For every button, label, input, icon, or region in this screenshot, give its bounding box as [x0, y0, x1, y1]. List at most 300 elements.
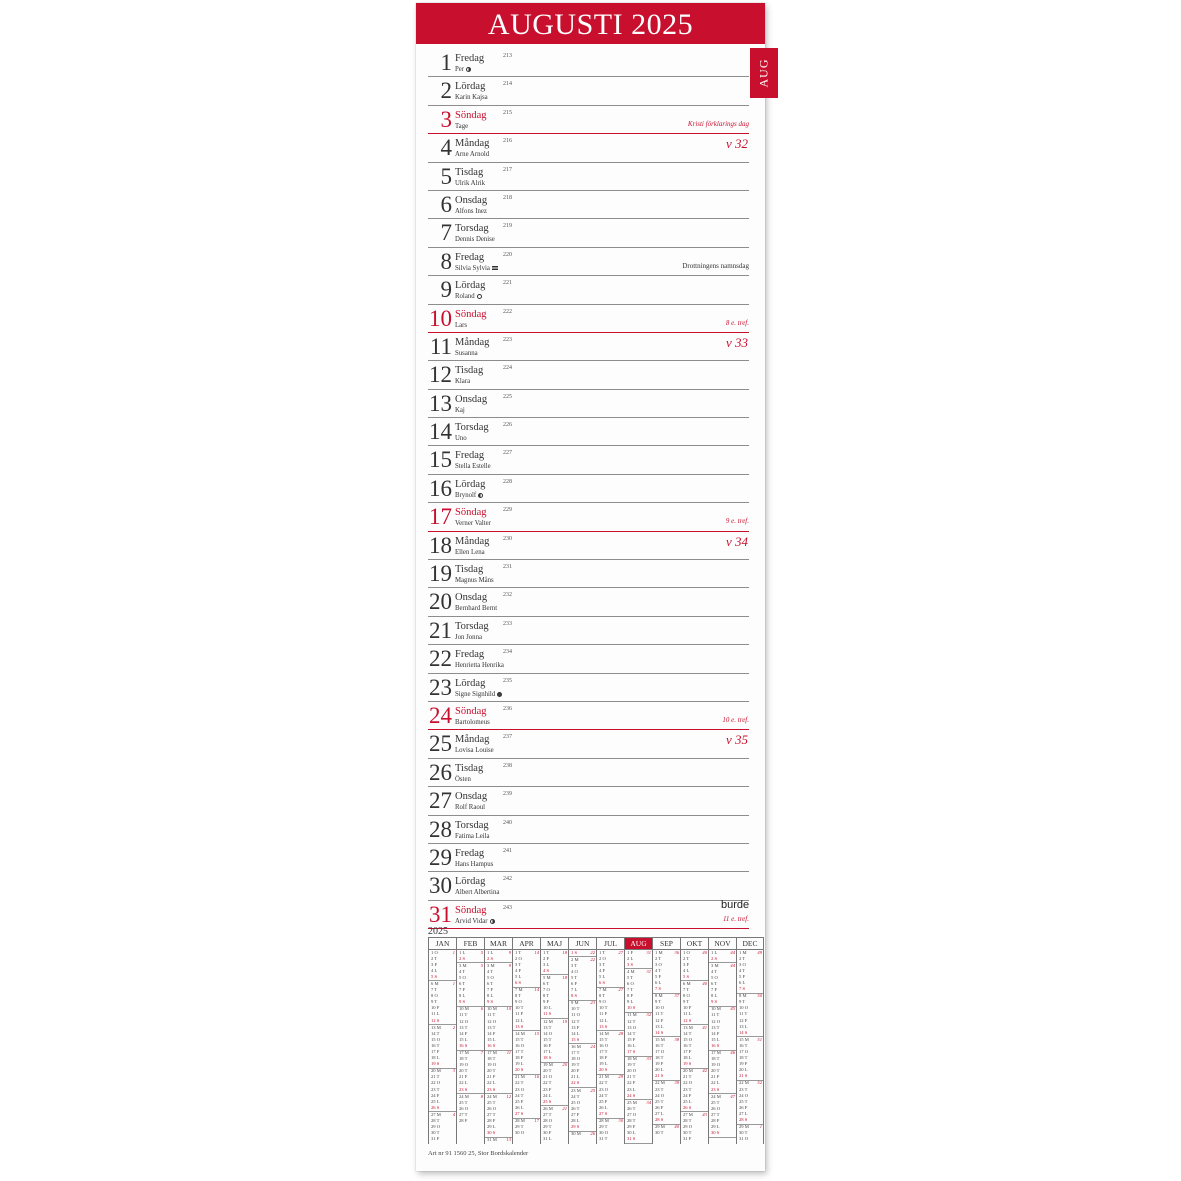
mini-day-label: 24 M [459, 1093, 469, 1099]
name-day-text: Klara [455, 378, 471, 386]
mini-day-label: 15 S [571, 1036, 580, 1042]
mini-day-label: 27 M [431, 1111, 441, 1117]
day-of-year: 229 [503, 507, 512, 514]
mini-day-label: 17 M [487, 1050, 497, 1055]
month-column-header[interactable]: APR [513, 937, 540, 950]
mini-week-number: 41 [702, 1024, 707, 1030]
name-day [455, 151, 489, 158]
mini-day-label: 2 T [431, 955, 438, 961]
day-of-year: 237 [503, 734, 512, 741]
mini-day [737, 1137, 763, 1143]
day-row[interactable] [428, 163, 749, 191]
day-row[interactable] [428, 49, 749, 77]
mini-day-label: 14 L [571, 1030, 580, 1036]
mini-week-number: 34 [646, 1099, 651, 1105]
mini-week-number: 28 [618, 1030, 623, 1036]
day-of-year: 231 [503, 564, 512, 571]
mini-day-label: 9 S [487, 999, 494, 1005]
month-column-header[interactable]: JUN [569, 937, 596, 950]
weekday-name: Onsdag [455, 194, 488, 206]
day-of-year: 227 [503, 450, 512, 457]
mini-day-label: 26 L [515, 1104, 524, 1110]
mini-day-label: 30 S [487, 1130, 496, 1136]
mini-week-number: 37 [674, 993, 679, 999]
mini-day-label: 13 L [739, 1023, 748, 1029]
mini-day-label: 1 F [627, 949, 634, 955]
name-day [455, 747, 494, 754]
day-row[interactable] [428, 872, 749, 900]
day-of-year: 239 [503, 791, 512, 798]
mini-day-label: 30 L [627, 1130, 636, 1136]
mini-day-label: 30 T [655, 1130, 664, 1136]
mini-day-label: 11 F [599, 1011, 608, 1017]
mini-day-label: 14 T [627, 1030, 636, 1036]
mini-day-label: 9 T [683, 999, 690, 1005]
mini-day-label: 10 O [739, 1005, 749, 1011]
day-row[interactable] [428, 333, 749, 361]
weekday-name: Torsdag [455, 223, 489, 235]
mini-day-label: 5 O [487, 974, 494, 980]
day-of-year: 222 [503, 308, 512, 315]
mini-day-label: 27 L [655, 1110, 664, 1116]
day-row[interactable] [428, 134, 749, 162]
mini-day-label: 10 S [627, 1005, 636, 1011]
mini-day-label: 13 O [627, 1024, 637, 1030]
mini-day-label: 1 T [543, 949, 550, 955]
mini-day-label: 6 M [431, 980, 439, 986]
day-number: 4 [440, 135, 452, 161]
mini-day-label: 29 M [655, 1124, 665, 1130]
mini-day-label: 24 T [571, 1093, 580, 1099]
mini-day-label: 16 S [487, 1042, 496, 1048]
mini-week-number: 27 [618, 949, 623, 955]
day-row[interactable] [428, 106, 749, 134]
mini-day-label: 8 O [683, 993, 690, 999]
mini-day-label: 25 T [739, 1098, 748, 1104]
mini-day-label: 19 T [627, 1062, 636, 1068]
mini-day-label: 24 L [543, 1092, 552, 1098]
weekday-name: Söndag [455, 507, 487, 519]
mini-day-label: 11 T [711, 1012, 720, 1018]
day-of-year: 213 [503, 53, 512, 59]
mini-day-label: 30 T [739, 1130, 748, 1136]
day-row[interactable] [428, 759, 749, 787]
name-day-text: Arne Arnold [455, 151, 490, 159]
day-row[interactable] [428, 560, 749, 588]
name-day-text: Lars [455, 321, 468, 329]
mini-day-label: 18 O [571, 1056, 581, 1062]
day-row[interactable] [428, 390, 749, 418]
mini-day-label: 11 L [431, 1011, 440, 1017]
mini-day-label: 10 F [431, 1005, 440, 1011]
month-tab[interactable] [750, 48, 778, 98]
day-note: 10 e. tref. [722, 715, 749, 724]
mini-week-number: 51 [757, 1036, 762, 1042]
mini-week-number: 22 [590, 949, 595, 955]
name-day [455, 776, 471, 783]
mini-day-label: 15 M [655, 1036, 665, 1042]
day-number: 29 [429, 844, 452, 870]
mini-week-number: 52 [757, 1080, 762, 1086]
day-of-year: 224 [503, 365, 512, 372]
mini-day-label: 13 F [571, 1024, 580, 1030]
year-overview [428, 937, 764, 1144]
mini-day-label: 29 O [683, 1124, 693, 1130]
mini-day-label: 18 M [627, 1056, 637, 1062]
day-number: 13 [429, 390, 452, 416]
mini-day-label: 2 T [655, 955, 662, 961]
mini-week-number: 10 [506, 1006, 511, 1012]
mini-week-number: 20 [562, 1062, 567, 1068]
day-row[interactable] [428, 475, 749, 503]
mini-week-number: 14 [534, 949, 539, 955]
mini-day-label: 8 M [655, 993, 663, 999]
weekday-name: Tisdag [455, 564, 484, 576]
month-column-header[interactable]: MAR [485, 937, 512, 950]
name-day-text: Ellen Lena [455, 548, 485, 556]
mini-day-label: 15 L [459, 1036, 468, 1042]
mini-day-label: 19 L [515, 1061, 524, 1067]
name-day [455, 605, 497, 612]
mini-day-label: 25 S [543, 1098, 552, 1104]
mini-day-label: 12 O [711, 1018, 721, 1024]
day-number: 21 [429, 617, 452, 643]
day-number: 27 [429, 788, 452, 814]
day-of-year: 217 [503, 166, 512, 173]
name-day-text: Karin Kajsa [455, 94, 488, 102]
mini-day-label: 26 O [711, 1105, 721, 1111]
mini-day-label: 12 L [515, 1017, 524, 1023]
month-title: AUGUSTI 2025 [487, 8, 694, 41]
mini-day-label: 31 F [683, 1136, 692, 1142]
month-column-header[interactable]: JAN [429, 937, 456, 950]
mini-day-label: 1 S [571, 949, 578, 955]
month-column-header[interactable]: MAJ [541, 937, 568, 950]
day-row[interactable] [428, 276, 749, 304]
mini-week-number: 17 [534, 1118, 539, 1124]
day-row[interactable] [428, 361, 749, 389]
day-number: 28 [429, 816, 452, 842]
mini-day-label: 24 T [599, 1092, 608, 1098]
mini-day-label: 2 T [739, 955, 746, 961]
month-column-header[interactable]: AUG [625, 937, 652, 950]
month-column-header[interactable]: NOV [709, 937, 736, 950]
mini-day-label: 19 O [711, 1062, 721, 1068]
name-day-text: Susanna [455, 349, 478, 357]
mini-day-label: 5 O [459, 974, 466, 980]
mini-day-label: 18 T [655, 1055, 664, 1061]
mini-day-label: 28 M [599, 1118, 609, 1124]
day-of-year: 236 [503, 705, 512, 712]
name-day-text: Albert Albertina [455, 889, 500, 897]
mini-day-label: 13 L [655, 1023, 664, 1029]
day-row[interactable] [428, 191, 749, 219]
day-number: 6 [440, 191, 452, 217]
mini-day-label: 7 T [683, 987, 690, 993]
day-number: 12 [429, 362, 452, 388]
mini-day-label: 31 F [431, 1136, 440, 1142]
mini-day-label: 6 F [571, 980, 578, 986]
mini-week-number: 7 [480, 1050, 483, 1055]
mini-day [429, 1137, 456, 1143]
mini-day-label: 5 S [431, 973, 438, 979]
day-of-year: 235 [503, 677, 512, 684]
mini-day-label: 7 M [599, 987, 607, 993]
day-number: 18 [429, 532, 452, 558]
mini-day-label: 30 M [571, 1131, 581, 1137]
day-row[interactable] [428, 77, 749, 105]
mini-day [541, 1137, 568, 1143]
mini-day-label: 16 T [431, 1042, 440, 1048]
mini-day-label: 20 T [459, 1068, 468, 1074]
mini-day-label: 10 M [459, 1006, 469, 1012]
mini-day-label: 19 O [459, 1062, 469, 1068]
mini-day-label: 20 L [739, 1067, 748, 1073]
name-day [455, 236, 495, 243]
mini-day-label: 27 L [739, 1110, 748, 1116]
week-number: v 32 [725, 136, 748, 152]
weekday-name: Lördag [455, 280, 486, 292]
mini-day-label: 7 T [627, 987, 634, 993]
weekday-name: Måndag [455, 535, 490, 547]
day-note: Drottningens namnsdag [682, 261, 749, 270]
mini-day-label: 10 T [515, 1005, 524, 1011]
weekday-name: Onsdag [455, 791, 488, 803]
moon-phase-icon [490, 919, 495, 924]
mini-day-label: 8 S [571, 993, 578, 999]
day-row[interactable] [428, 674, 749, 702]
mini-day-label: 22 T [599, 1080, 608, 1086]
mini-day-label: 20 T [711, 1068, 720, 1074]
day-number: 20 [429, 589, 452, 615]
mini-day-label: 26 O [459, 1105, 469, 1111]
mini-day-label: 28 O [543, 1118, 553, 1124]
mini-day-label: 13 T [711, 1024, 720, 1030]
mini-day-label: 8 T [543, 993, 550, 999]
mini-week-number: 19 [562, 1018, 567, 1024]
mini-day-label: 23 M [571, 1087, 581, 1093]
day-number: 19 [429, 561, 452, 587]
day-row[interactable] [428, 588, 749, 616]
month-tab-label: AUG [756, 58, 771, 88]
mini-day [569, 1132, 596, 1138]
mini-day-label: 7 F [711, 987, 718, 993]
day-row[interactable] [428, 787, 749, 815]
mini-day-label: 10 L [543, 1005, 552, 1011]
day-row[interactable] [428, 730, 749, 758]
name-day-text: Bartolomeus [455, 718, 490, 726]
mini-day-label: 25 L [683, 1098, 692, 1104]
mini-day-label: 21 F [711, 1074, 720, 1080]
mini-day-label: 28 F [487, 1118, 496, 1124]
mini-day-label: 29 L [487, 1124, 496, 1130]
mini-day-label: 9 L [627, 999, 634, 1005]
mini-day-label: 10 M [487, 1006, 497, 1012]
mini-day-label: 1 T [515, 949, 522, 955]
mini-day-label: 17 S [627, 1049, 636, 1054]
mini-day-label: 9 M [571, 1000, 579, 1006]
day-row[interactable] [428, 305, 749, 333]
mini-day-label: 3 F [431, 961, 438, 967]
mini-week-number: 18 [562, 974, 567, 980]
name-day-text: Rolf Raoul [455, 804, 486, 812]
mini-day-label: 27 S [599, 1110, 608, 1116]
mini-day-label: 22 T [515, 1080, 524, 1086]
month-column [624, 937, 652, 1144]
day-row[interactable] [428, 503, 749, 531]
month-column-header[interactable]: JUL [597, 937, 624, 950]
mini-day-label: 20 F [571, 1068, 580, 1074]
mini-day-label: 21 T [627, 1074, 636, 1080]
mini-day-label: 12 S [683, 1017, 692, 1023]
mini-day-label: 24 F [683, 1092, 692, 1098]
mini-day-label: 18 T [739, 1055, 748, 1061]
mini-week-number: 32 [646, 1012, 651, 1018]
day-row[interactable] [428, 702, 749, 730]
day-of-year: 220 [503, 251, 512, 258]
day-row[interactable] [428, 844, 749, 872]
day-note: 11 e. tref. [722, 914, 749, 923]
mini-day-label: 30 O [515, 1130, 525, 1136]
mini-day [625, 1137, 652, 1144]
day-row[interactable] [428, 816, 749, 844]
mini-day-label: 14 F [459, 1030, 468, 1036]
mini-day-label: 23 O [599, 1086, 609, 1092]
mini-day-label: 26 T [627, 1105, 636, 1111]
weekday-name: Fredag [455, 847, 485, 859]
mini-day-label: 22 L [711, 1080, 720, 1086]
day-row[interactable] [428, 617, 749, 645]
mini-week-number: 18 [562, 949, 567, 955]
mini-day-label: 7 S [739, 986, 746, 992]
day-of-year: 230 [503, 535, 512, 542]
mini-day-label: 20 O [627, 1068, 637, 1074]
day-row[interactable] [428, 248, 749, 276]
mini-day-label: 2 T [683, 955, 690, 961]
mini-day-label: 22 L [459, 1080, 468, 1086]
day-row[interactable] [428, 219, 749, 247]
mini-week-number: 39 [674, 1080, 679, 1086]
mini-week-number: 26 [590, 1131, 595, 1137]
weekday-name: Onsdag [455, 393, 488, 405]
mini-day-label: 15 O [431, 1036, 441, 1042]
day-of-year: 226 [503, 422, 512, 429]
calendar-sheet [416, 3, 771, 1171]
mini-day-label: 8 T [599, 993, 606, 999]
day-number: 17 [429, 504, 452, 530]
mini-day-label: 5 S [683, 973, 690, 979]
mini-day-label: 15 M [739, 1036, 749, 1042]
mini-day-label: 4 T [739, 967, 746, 973]
mini-week-number: 2 [452, 1024, 455, 1030]
mini-day-label: 6 T [487, 980, 494, 986]
name-day-text: Roland [455, 293, 475, 301]
mini-day-label: 2 S [487, 955, 494, 961]
name-day [455, 577, 494, 584]
mini-day-label: 15 L [487, 1036, 496, 1042]
mini-day-label: 22 M [655, 1080, 665, 1086]
mini-day-label: 24 T [515, 1092, 524, 1098]
mini-day-label: 11 F [515, 1011, 524, 1017]
day-row[interactable] [428, 901, 749, 929]
mini-week-number: 45 [730, 1006, 735, 1012]
mini-day-label: 28 T [683, 1118, 692, 1124]
mini-day-label: 8 M [739, 993, 747, 999]
name-day [455, 322, 467, 329]
day-of-year: 214 [503, 81, 512, 88]
day-row[interactable] [428, 446, 749, 474]
day-row[interactable] [428, 418, 749, 446]
mini-day-label: 24 S [627, 1092, 636, 1098]
day-row[interactable] [428, 532, 749, 560]
mini-day-label: 11 T [487, 1012, 496, 1018]
mini-day-label: 2 O [515, 955, 522, 961]
mini-day-label: 9 O [515, 999, 522, 1005]
mini-day-label: 4 M [627, 968, 635, 974]
mini-day-label: 16 T [739, 1042, 748, 1048]
mini-week-number: 9 [508, 962, 511, 968]
week-number: v 34 [725, 533, 748, 549]
mini-day-label: 27 S [515, 1110, 524, 1116]
day-number: 7 [440, 220, 452, 246]
mini-day-label: 4 T [655, 967, 662, 973]
mini-day-label: 29 L [711, 1124, 720, 1130]
weekday-name: Lördag [455, 478, 486, 490]
weekday-name: Torsdag [455, 819, 489, 831]
mini-day-label: 3 O [655, 961, 662, 967]
mini-day-label: 8 L [459, 993, 466, 999]
mini-day-label: 14 T [683, 1030, 692, 1036]
mini-day-label: 18 T [487, 1056, 496, 1062]
mini-day-label: 30 O [599, 1130, 609, 1136]
mini-day-label: 14 F [487, 1030, 496, 1036]
day-number: 15 [429, 447, 452, 473]
mini-day-label: 23 T [683, 1086, 692, 1092]
mini-day-label: 26 S [683, 1104, 692, 1110]
mini-week-number: 4 [452, 1111, 455, 1117]
mini-day-label: 13 M [683, 1024, 693, 1030]
weekday-name: Onsdag [455, 592, 488, 604]
mini-day-label: 31 S [627, 1136, 636, 1142]
mini-day-label: 15 F [627, 1036, 636, 1042]
day-of-year: 228 [503, 478, 512, 485]
weekday-name: Tisdag [455, 166, 484, 178]
month-column-header[interactable]: DEC [737, 937, 763, 950]
mini-day-label: 23 S [711, 1086, 720, 1092]
month-column-header[interactable]: OKT [681, 937, 708, 950]
mini-day-label: 29 M [739, 1124, 749, 1130]
mini-day-label: 14 M [599, 1030, 609, 1036]
name-day [455, 180, 485, 187]
name-day [455, 492, 483, 499]
month-column-header[interactable]: SEP [653, 937, 680, 950]
mini-day-label: 17 L [543, 1049, 552, 1054]
mini-week-number: 13 [506, 1137, 511, 1143]
month-column-header[interactable]: FEB [457, 937, 484, 950]
mini-week-number: 50 [757, 993, 762, 999]
brand-logo: burde [721, 899, 750, 911]
article-number: Art nr 91 1560 25, Stor Bordskalender [428, 1150, 529, 1157]
name-day-text: Kaj [455, 406, 465, 414]
mini-day-label: 6 L [655, 979, 662, 985]
mini-day-label: 18 T [711, 1056, 720, 1062]
mini-day-label: 21 O [543, 1074, 553, 1080]
mini-day-label: 9 F [543, 999, 550, 1005]
day-row[interactable] [428, 645, 749, 673]
name-day-text: Verner Valter [455, 520, 491, 528]
day-number: 24 [429, 702, 452, 728]
mini-day-label: 29 T [599, 1124, 608, 1130]
